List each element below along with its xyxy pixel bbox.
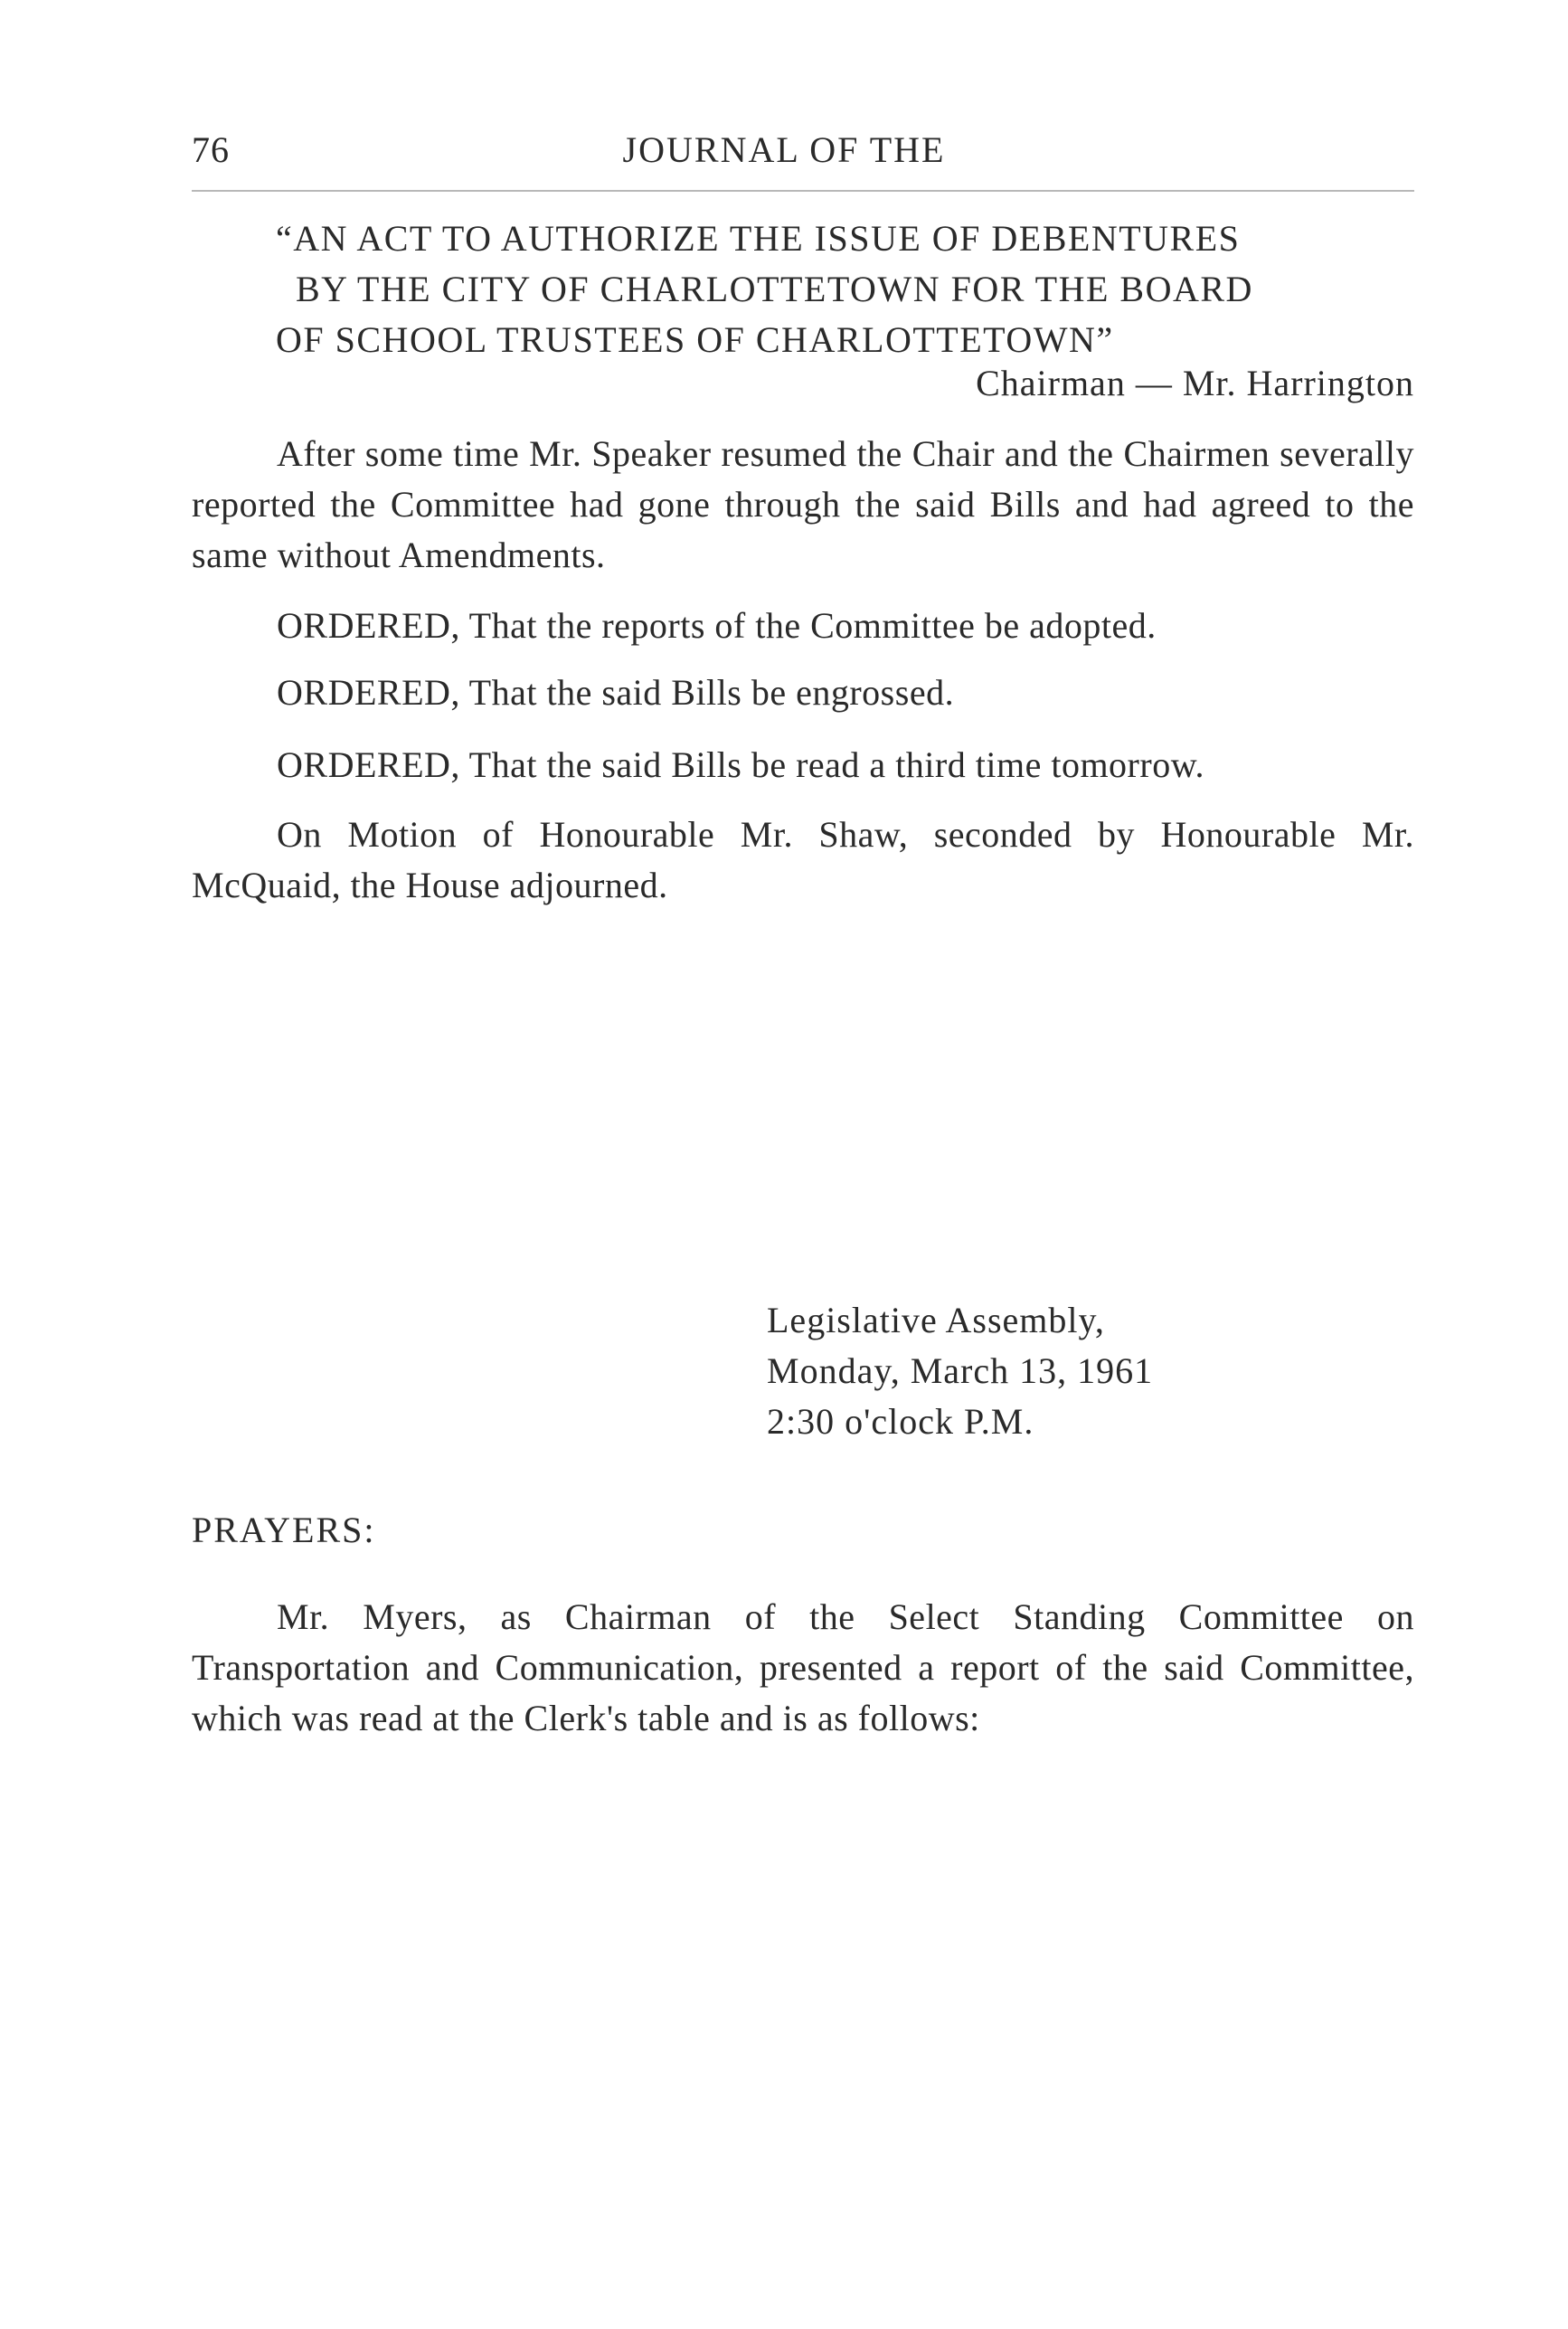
order-third-reading: ORDERED, That the said Bills be read a third time tomorrow. bbox=[277, 744, 1204, 785]
act-title-line-2: BY THE CITY OF CHARLOTTETOWN FOR THE BOARD bbox=[296, 269, 1253, 309]
act-title bbox=[276, 213, 1415, 365]
order-engross-bills: ORDERED, That the said Bills be engrossed. bbox=[277, 672, 955, 713]
act-chairman: Chairman — Mr. Harrington bbox=[976, 363, 1414, 403]
order-adopt-reports: ORDERED, That the reports of the Committee be adopted. bbox=[277, 605, 1157, 646]
act-title-line-3: OF SCHOOL TRUSTEES OF CHARLOTTETOWN” bbox=[276, 319, 1114, 360]
page-number: 76 bbox=[192, 129, 230, 170]
prayers-heading: PRAYERS: bbox=[192, 1510, 376, 1550]
sitting-block bbox=[767, 1295, 1153, 1447]
adjournment-motion: On Motion of Honourable Mr. Shaw, seconded by Honourable Mr. McQuaid, the House adjourned. bbox=[192, 814, 1414, 905]
report-paragraph: After some time Mr. Speaker resumed the Chair and the Chairmen severally reported the Committee had gone through the said Bills and had agreed to the same without Amendments. bbox=[192, 433, 1414, 575]
sitting-time: 2:30 o'clock P.M. bbox=[767, 1401, 1034, 1442]
committee-report-intro: Mr. Myers, as Chairman of the Select Standing Committee on Transportation and Communication, presented a report of the said Committee, which was read at the Clerk's table and is as follows: bbox=[192, 1596, 1414, 1738]
act-title-line-1: “AN ACT TO AUTHORIZE THE ISSUE OF DEBENTURES bbox=[276, 218, 1241, 259]
header-rule bbox=[192, 190, 1414, 192]
sitting-place: Legislative Assembly, bbox=[767, 1300, 1105, 1340]
sitting-date: Monday, March 13, 1961 bbox=[767, 1350, 1154, 1391]
running-head: JOURNAL OF THE bbox=[622, 129, 946, 170]
